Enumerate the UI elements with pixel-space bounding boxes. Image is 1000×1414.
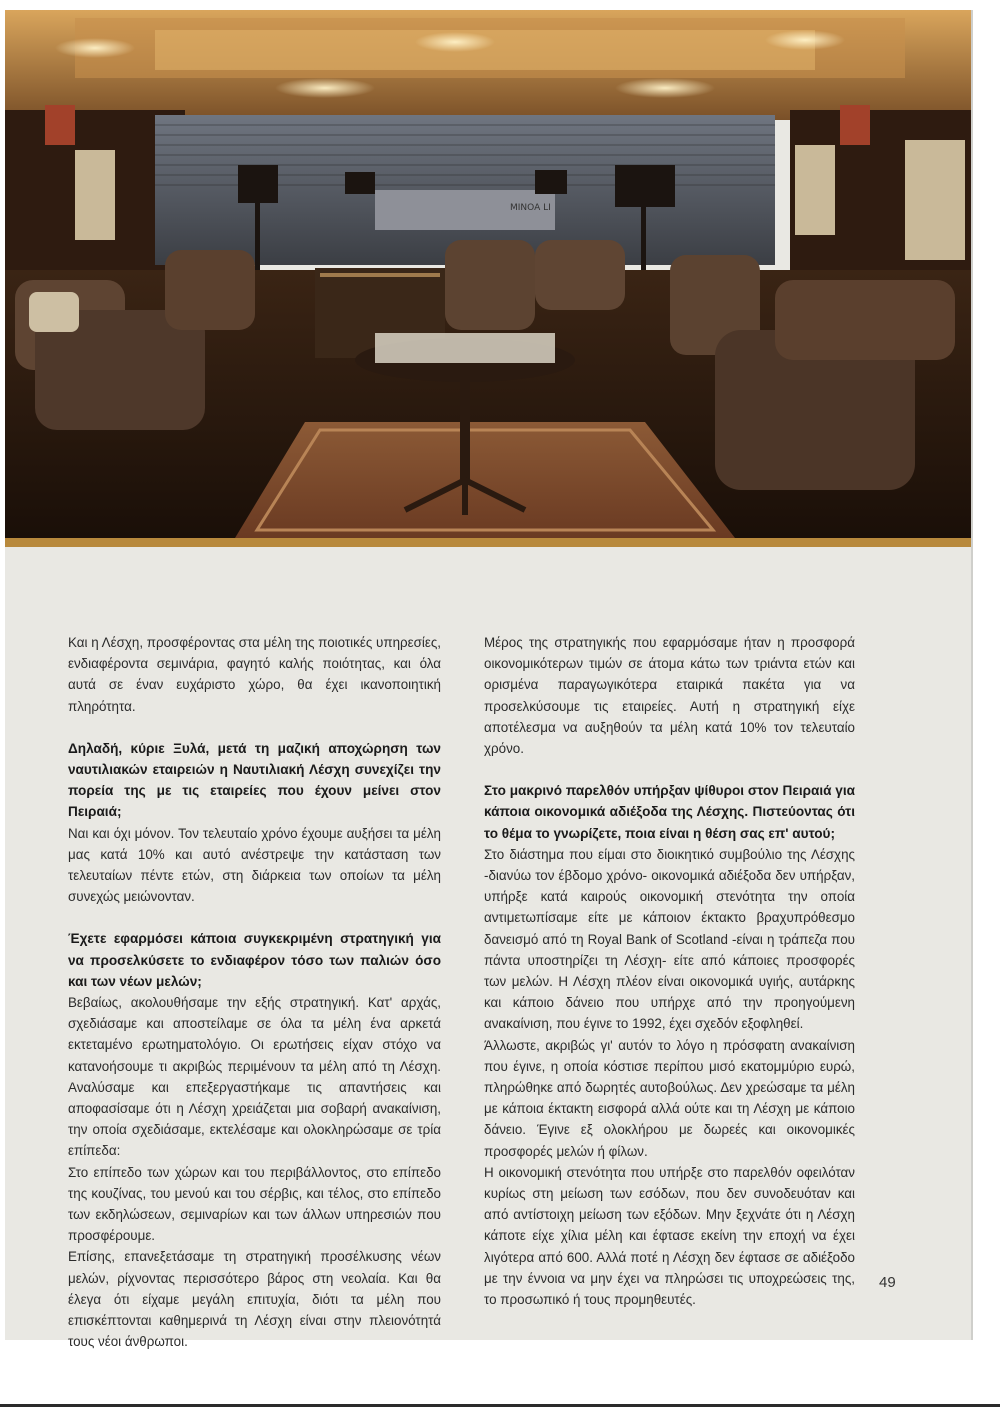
window-sign: MINOA LI (510, 203, 551, 213)
answer-3-renovation: Άλλωστε, ακριβώς γι' αυτόν το λόγο η πρόσφατη ανακαίνιση που έγινε, η οποία κόστισε περίπου μισό εκατομμύριο ευρώ, πληρώθηκε από δωρητές αυτοβούλως. Δεν χρεώσαμε τα μέλη με κάποια έκτακτη εισφορά αλλά ούτε και τη Λέσχη με κάποιο δάνειο. Έγινε εξ ολοκλήρου με δωρεές και οικονομικές προσφορές μελών ή φίλων. (484, 1037, 855, 1159)
magazine-page (5, 10, 971, 1350)
bottom-rule (0, 1404, 1000, 1407)
strategy-paragraph: Μέρος της στρατηγικής που εφαρμόσαμε ήταν η προσφορά οικονομικότερων τιμών σε άτομα κάτω των τριάντα ετών και ορισμένα παραγωγικότερα εταιρικά πακέτα για να προσελκύσουμε τις εταιρείες. Αυτή η στρατηγική είχε αποτέλεσμα να αυξηθούν τα μέλη κατά 10% τον τελευταίο χρόνο. (484, 635, 855, 757)
answer-2: Βεβαίως, ακολουθήσαμε την εξής στρατηγική. Κατ' αρχάς, σχεδιάσαμε και αποστείλαμε σε όλα τα μέλη ένα αρκετά εκτεταμένο ερωτηματολόγιο. Οι ερωτήσεις είχαν στόχο να κατανοήσουμε τι ακριβώς περιμένουν τα μέλη από τη Λέσχη. Αναλύσαμε και επεξεργαστήκαμε τις απαντήσεις και αποφασίσαμε ότι η Λέσχη χρειάζεται μια σοβαρή ανακαίνιση, την οποία σχεδιάσαμε, εκτελέσαμε και ολοκληρώσαμε σε τρία επίπεδα: (68, 995, 441, 1159)
right-column (484, 632, 855, 1310)
page-edge-shadow (971, 10, 973, 1340)
intro-paragraph: Και η Λέσχη, προσφέροντας στα μέλη της ποιοτικές υπηρεσίες, ενδιαφέροντα σεμινάρια, φαγητό καλής ποιότητας, και όλα αυτά σε έναν ευχάριστο χώρο, θα έχει ικανοποιητική πληρότητα. (68, 635, 441, 714)
accent-rule (5, 538, 971, 547)
answer-3-finances: Η οικονομική στενότητα που υπήρξε στο παρελθόν οφειλόταν κυρίως στη μείωση των εσόδων, που δεν συνοδευόταν και από αντίστοιχη μείωση των εξόδων. Μην ξεχνάτε ότι η Λέσχη κάποτε είχε χίλια μέλη και έφτασε εκείνη την εποχή να έχει λιγότερα από 600. Αλλά ποτέ η Λέσχη δεν έφτασε σε αδιέξοδο με την έννοια να μην έχει να πληρώσει τις υποχρεώσεις της, το προσωπικό ή τους προμηθευτές. (484, 1164, 855, 1308)
answer-3: Στο διάστημα που είμαι στο διοικητικό συμβούλιο της Λέσχης -διανύω τον έβδομο χρόνο- οικονομικά αδιέξοδα δεν υπήρξαν, υπήρξε κατά καιρούς οικονομική στενότητα την οποία αντιμετωπίσαμε είτε με κάποιον έκτακτο βραχυπρόθεσμο δανεισμό από τη Royal Bank of Scotland -είναι η τράπεζα που πάντα υποστηρίζει τη Λέσχη- είτε από κάποιες προσφορές των μελών. Η Λέσχη πλέον είναι οικονομικά υγιής, αυτάρκης και κάποιο δάνειο που υπήρχε από την προηγούμενη ανακαίνιση, που έγινε το 1992, έχει σχεδόν εξοφληθεί. (484, 846, 855, 1032)
left-column (68, 632, 441, 1353)
question-1: Δηλαδή, κύριε Ξυλά, μετά τη μαζική αποχώρηση των ναυτιλιακών εταιρειών η Ναυτιλιακή Λέσχη συνεχίζει την πορεία της με τις εταιρείες που έχουν μείνει στον Πειραιά; (68, 740, 441, 820)
answer-2-youth: Επίσης, επανεξετάσαμε τη στρατηγική προσέλκυσης νέων μελών, ρίχνοντας περισσότερο βάρος στη νεολαία. Και θα έλεγα ότι είχαμε μεγάλη επιτυχία, διότι τα μέλη που επισκέπτονται καθημερινά τη Λέσχη είναι στην πλειονότητά τους νέοι άνθρωποι. (68, 1249, 441, 1350)
question-2: Έχετε εφαρμόσει κάποια συγκεκριμένη στρατηγική για να προσελκύσετε το ενδιαφέρον τόσο των παλιών όσο και των νέων μελών; (68, 931, 441, 989)
question-3: Στο μακρινό παρελθόν υπήρξαν ψίθυροι στον Πειραιά για κάποια οικονομικά αδιέξοδα της Λέσχης. Πιστεύοντας ότι το θέμα το γνωρίζετε, ποια είναι η θέση σας επ' αυτού; (484, 783, 855, 841)
answer-2-levels: Στο επίπεδο των χώρων και του περιβάλλοντος, στο επίπεδο της κουζίνας, του μενού και του σέρβις, και τέλος, στο επίπεδο των εκδηλώσεων, σεμιναρίων και των άλλων υπηρεσιών που προσφέρουμε. (68, 1164, 441, 1244)
lounge-photo (5, 10, 971, 538)
answer-1: Ναι και όχι μόνον. Τον τελευταίο χρόνο έχουμε αυξήσει τα μέλη μας κατά 10% και αυτό ανέστρεψε την κατάσταση των τελευταίων πέντε ετών, στη διάρκεια των οποίων τα μέλη συνεχώς μειώνονταν. (68, 825, 441, 905)
page-number: 49 (879, 1274, 896, 1291)
